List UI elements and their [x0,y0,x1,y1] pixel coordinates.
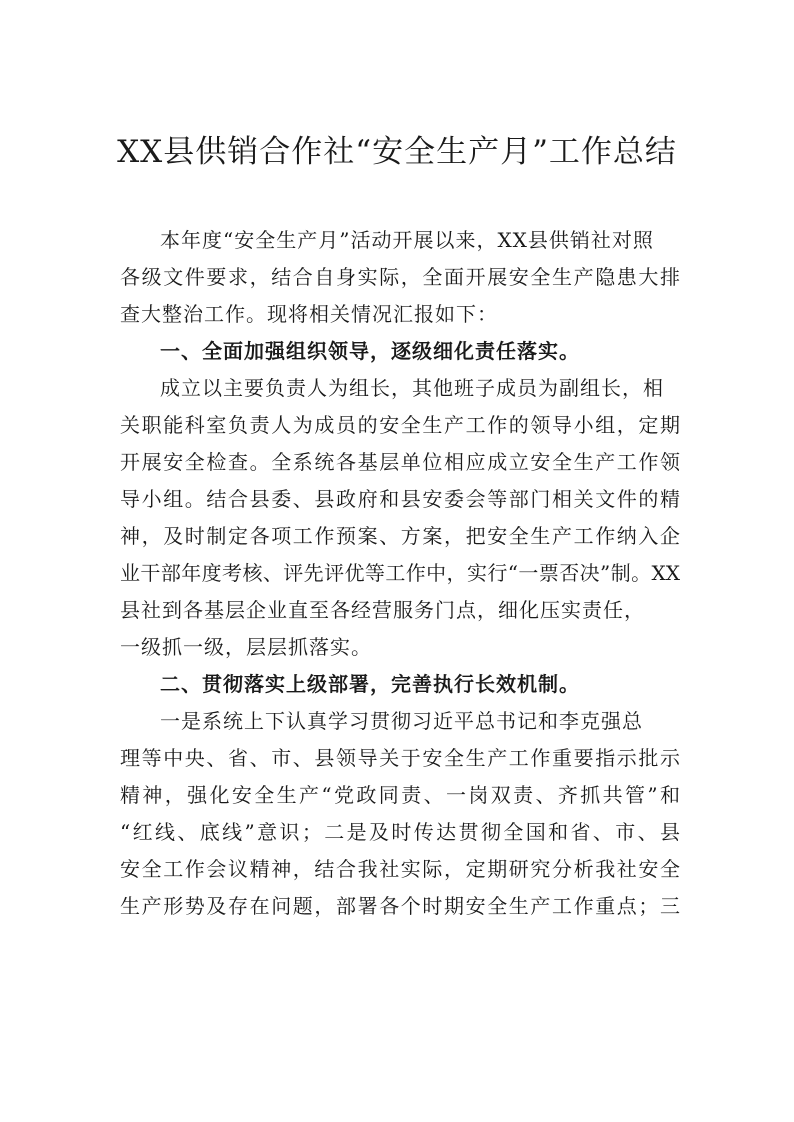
paragraph-line: “红线、底线”意识；二是及时传达贯彻全国和省、市、县 [120,820,680,844]
paragraph-line: 成立以主要负责人为组长，其他班子成员为副组长，相 [160,376,664,400]
paragraph-line: 查大整治工作。现将相关情况汇报如下： [120,302,498,326]
paragraph-line: 各级文件要求，结合自身实际，全面开展安全生产隐患大排 [120,265,680,289]
paragraph-line: 一是系统上下认真学习贯彻习近平总书记和李克强总 [160,709,643,733]
paragraph-line: 县社到各基层企业直至各经营服务门点，细化压实责任， [120,598,645,622]
paragraph-line: 本年度“安全生产月”活动开展以来，XX县供销社对照 [160,228,654,252]
document-title: XX县供销合作社“安全生产月”工作总结 [117,134,677,170]
paragraph-line: 开展安全检查。全系统各基层单位相应成立安全生产工作领 [120,450,680,474]
section-heading-1: 一、全面加强组织领导，逐级细化责任落实。 [160,339,580,363]
paragraph-line: 导小组。结合县委、县政府和县安委会等部门相关文件的精 [120,487,680,511]
paragraph-line: 安全工作会议精神，结合我社实际，定期研究分析我社安全 [120,857,680,881]
paragraph-line: 业干部年度考核、评先评优等工作中，实行“一票否决”制。XX [120,561,680,585]
paragraph-line: 精神，强化安全生产“党政同责、一岗双责、齐抓共管”和 [120,783,680,807]
section-heading-2: 二、贯彻落实上级部署，完善执行长效机制。 [160,672,580,696]
paragraph-line: 一级抓一级，层层抓落实。 [120,635,372,659]
paragraph-line: 生产形势及存在问题，部署各个时期安全生产工作重点；三 [120,894,680,918]
paragraph-line: 神，及时制定各项工作预案、方案，把安全生产工作纳入企 [120,524,680,548]
paragraph-line: 理等中央、省、市、县领导关于安全生产工作重要指示批示 [120,746,680,770]
paragraph-line: 关职能科室负责人为成员的安全生产工作的领导小组，定期 [120,413,680,437]
